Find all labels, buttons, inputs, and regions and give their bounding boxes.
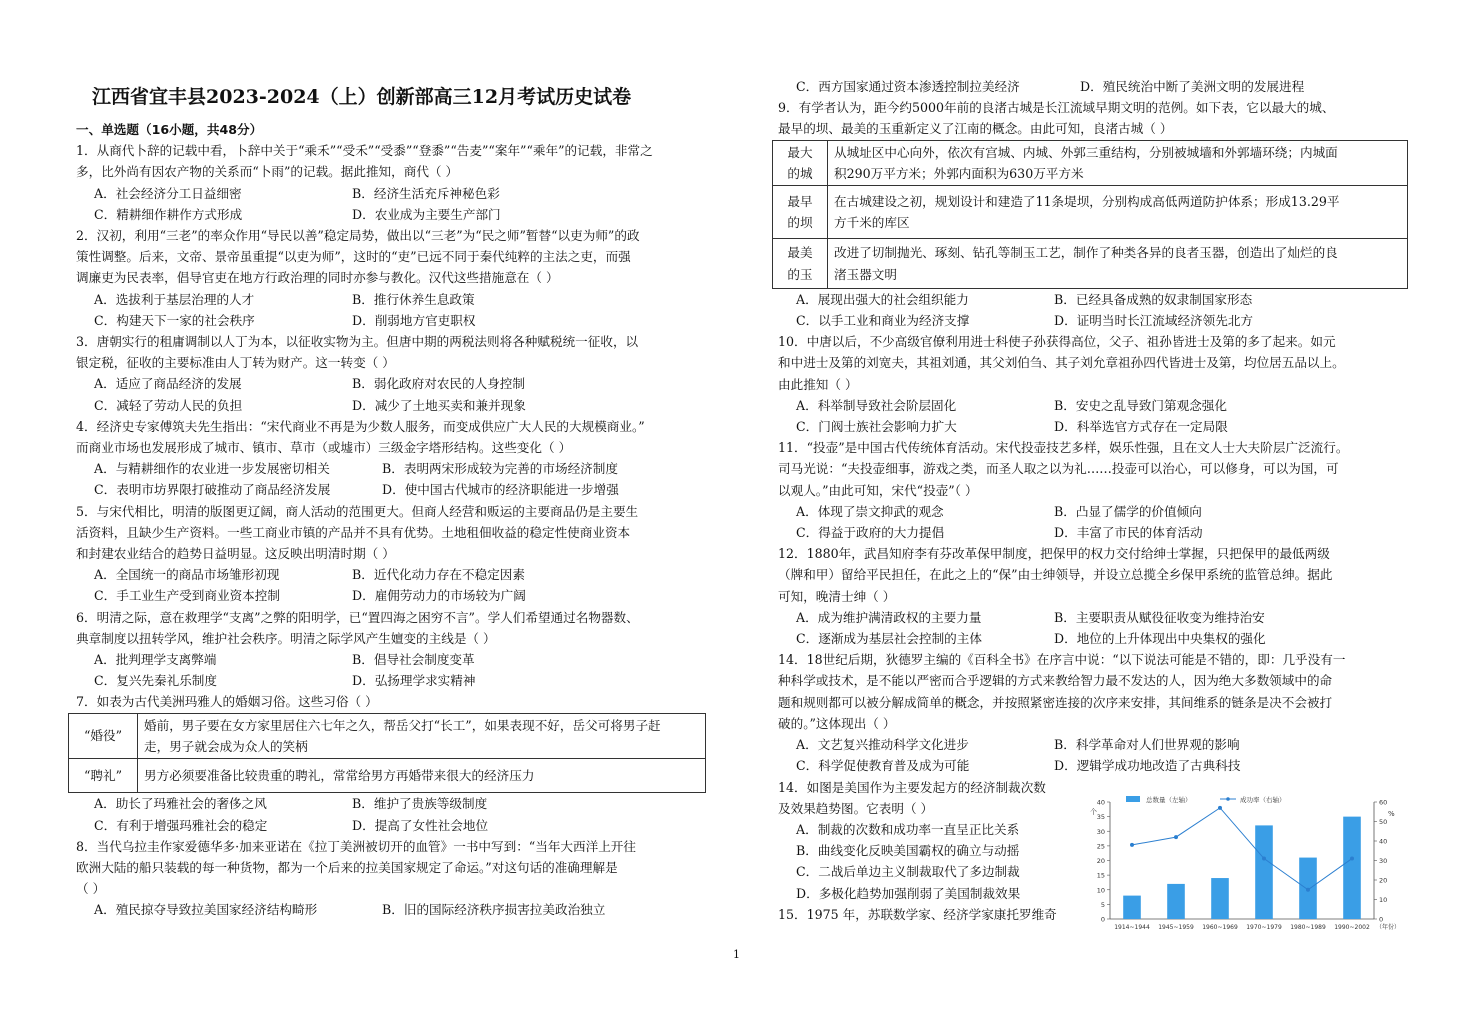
q6-option-c[interactable]: C．复兴先秦礼乐制度 [94,673,217,689]
q3-option-d[interactable]: D．减少了土地买卖和兼并现象 [352,397,526,413]
left-tick-label: 35 [1096,813,1105,822]
table-row [69,759,706,793]
q9-liangzhu-table [772,140,1408,289]
table-key [773,140,828,185]
q10-stem-line: 由此推知（ ） [778,376,858,392]
q11-stem-line: 司马光说：“夫投壶细事，游戏之类，而圣人取之以为礼……投壶可以治心，可以修身，可以为国，可 [778,461,1339,477]
table-key: “婚役” [69,713,138,758]
q14a-option-c[interactable]: C．科学促使教育普及成为可能 [796,758,970,774]
q4-option-b[interactable]: B．表明两宋形成较为完善的市场经济制度 [382,461,618,477]
q14a-stem-line: 种科学或技术，是不能以严密而合乎逻辑的方式来教给智力最不发达的人，因为绝大多数领域中的命 [778,673,1333,689]
q11-option-a[interactable]: A．体现了崇文抑武的观念 [796,503,944,519]
table-row [773,140,1408,185]
q9-option-b[interactable]: B．已经具备成熟的奴隶制国家形态 [1054,291,1253,307]
q7-customs-table [68,713,706,794]
q4-stem-line: 而商业市场也发展形成了城市、镇市、草市（或墟市）三级金字塔形结构。这些变化（ ） [76,440,572,456]
x-tick-label: 1980~1989 [1290,924,1326,931]
q14a-option-b[interactable]: B．科学革命对人们世界观的影响 [1054,737,1240,753]
q12-option-c[interactable]: C．逐渐成为基层社会控制的主体 [796,631,982,647]
q11-option-d[interactable]: D．丰富了市民的体育活动 [1054,525,1203,541]
table-value [828,140,1408,185]
q6-option-d[interactable]: D．弘扬理学求实精神 [352,673,476,689]
q7-option-c[interactable]: C．有利于增强玛雅社会的稳定 [94,817,268,833]
x-axis-label: （年份） [1376,924,1401,931]
success-rate-point-1945~1959 [1174,835,1178,839]
success-rate-point-1960~1969 [1218,806,1222,810]
q2-stem-line: 策性调整。后来，文帝、景帝虽重提“以吏为师”，这时的“吏”已远不同于秦代纯粹的主法之吏，而强 [76,249,631,265]
left-tick-label: 15 [1096,871,1105,880]
q3-stem-line: 银定税，征收的主要标准由人丁转为财产。这一转变（ ） [76,355,395,371]
q1-stem-line: 多，比外尚有因农产物的关系而“卜雨”的记载。据此推知，商代（ ） [76,164,459,180]
q8-stem-line: （ ） [76,881,106,897]
q6-option-a[interactable]: A．批判理学支离弊端 [94,652,217,668]
q12-stem-line: （牌和甲）留给平民担任，在此之上的“保”由士绅领导，并设立总揽全乡保甲系统的监管总绅。据此 [778,567,1333,583]
q1-option-b[interactable]: B．经济生活充斥神秘色彩 [352,185,500,201]
q10-option-a[interactable]: A．科举制导致社会阶层固化 [796,397,957,413]
q5-stem-line: 活资料，且缺少生产资料。一些工商业市镇的产品并不具有优势。土地租佃收益的稳定性使商业资本 [76,524,631,540]
question-5 [76,501,706,607]
q7-option-b[interactable]: B．维护了贵族等级制度 [352,796,488,812]
q14a-option-d[interactable]: D．逻辑学成功地改造了古典科技 [1054,758,1241,774]
q7-option-d[interactable]: D．提高了女性社会地位 [352,817,489,833]
q12-option-a[interactable]: A．成为维护满清政权的主要力量 [796,609,982,625]
q10-stem-line: 和中进士及第的刘宽夫，其祖刘通，其父刘伯刍、其子刘允章祖孙四代皆进士及第，均位居五品以上。 [778,355,1345,371]
table-key-line: 最大 [787,144,813,160]
question-8 [76,836,706,921]
q14b-option-b[interactable]: B．曲线变化反映美国霸权的确立与动摇 [796,843,1020,859]
table-value-line: 走，男子就会成为众人的笑柄 [144,738,308,754]
q10-stem-line: 10．中唐以后，不少高级官僚利用进士科使子孙获得高位，父子、祖孙皆进士及第的多了起来。如元 [778,334,1336,350]
page-title: 江西省宜丰县2023-2024（上）创新部高三12月考试历史试卷 [92,86,632,108]
left-tick-label: 10 [1096,886,1105,895]
q8-option-b[interactable]: B．旧的国际经济秩序损害拉美政治独立 [382,902,606,918]
left-tick-label: 0 [1100,915,1105,924]
q14a-stem-line: 14．18世纪后期，狄德罗主编的《百科全书》在序言中说：“以下说法可能是不错的，即：几乎没有一 [778,652,1346,668]
q14a-stem-line: 题和规则都可以被分解成简单的概念，并按照紧密连接的次序来安排，其间维系的链条是决不会被打 [778,694,1333,710]
q5-stem-line: 5．与宋代相比，明清的版图更辽阔，商人活动的范围更大。但商人经营和贩运的主要商品仍是主要生 [76,503,639,519]
bar-total-1960~1969 [1211,878,1229,919]
q5-stem-line: 和封建农业结合的趋势日益明显。这反映出明清时期（ ） [76,546,395,562]
table-value-line: 积290万平方米；外郭内面积为630万平方米 [834,165,1084,181]
x-tick-label: 1914~1944 [1114,924,1150,931]
table-value-line: 在古城建设之初，规划设计和建造了11条堤坝，分别构成高低两道防护体系；形成13.29平 [834,194,1340,210]
bar-total-1945~1959 [1167,884,1185,919]
q12-option-d[interactable]: D．地位的上升体现出中央集权的强化 [1054,631,1266,647]
x-tick-label: 1990~2002 [1334,924,1370,931]
x-tick-label: 1945~1959 [1158,924,1194,931]
q11-option-b[interactable]: B．凸显了儒学的价值倾向 [1054,503,1202,519]
table-value-line: 渚玉器文明 [834,266,897,282]
question-1 [76,140,706,225]
question-6 [76,607,706,692]
right-tick-label: 10 [1379,896,1388,904]
bar-total-1990~2002 [1343,817,1361,919]
q6-stem-line: 典章制度以扭转学风，维护社会秩序。明清之际学风产生嬗变的主线是（ ） [76,630,496,646]
q8-option-c[interactable]: C．西方国家通过资本渗透控制拉美经济 [796,79,1020,94]
q7-stem-line: 7．如表为古代美洲玛雅人的婚姻习俗。这些习俗（ ） [76,694,378,710]
q4-stem-line: 4．经济史专家傅筑夫先生指出：“宋代商业不再是为少数人服务，而变成供应广大人民的大规模商业。” [76,418,645,434]
right-tick-label: 50 [1379,818,1388,826]
table-value-line: 从城址区中心向外，依次有宫城、内城、外郭三重结构，分别被城墙和外郭墙环绕；内城面 [834,144,1338,160]
question-14a [778,649,1410,776]
q8-option-a[interactable]: A．殖民掠夺导致拉美国家经济结构畸形 [94,902,318,918]
q10-option-d[interactable]: D．科举选官方式存在一定局限 [1054,419,1228,435]
left-tick-label: 30 [1096,827,1105,836]
q8-continued [778,76,1410,97]
q2-stem-line: 2．汉初，利用“三老”的率众作用“导民以善”稳定局势，做出以“三老”为“民之师”暂替“以吏为师”的政 [76,228,640,244]
q14a-option-a[interactable]: A．文艺复兴推动科学文化进步 [796,737,969,753]
q6-stem-line: 6．明清之际，意在救理学“支离”之弊的阳明学，已“置四海之困穷不言”。学人们希望通过名物器数、 [76,609,639,625]
table-key-line: 的玉 [787,266,813,282]
right-tick-label: 40 [1379,837,1388,846]
q8-stem-line: 欧洲大陆的船只装载的每一种货物，都为一个后来的拉美国家规定了命运。”对这句话的准确理解是 [76,859,618,875]
q5-option-b[interactable]: B．近代化动力存在不稳定因素 [352,567,525,583]
table-row [773,186,1408,239]
q5-option-d[interactable]: D．雇佣劳动力的市场较为广阔 [352,588,526,604]
left-tick-label: 5 [1100,900,1105,909]
left-column [76,119,706,921]
table-key-line: 最美 [787,245,813,261]
section-heading: 一、单选题（16小题，共48分） [76,122,263,137]
success-rate-point-1980~1989 [1306,888,1310,892]
q4-option-c[interactable]: C．表明市坊界限打破推动了商品经济发展 [94,482,331,498]
sanctions-chart [1080,794,1414,936]
table-value [828,239,1408,288]
q14b-option-a[interactable]: A．制裁的次数和成功率一直呈正比关系 [796,821,1020,837]
q6-option-b[interactable]: B．倡导社会制度变革 [352,652,475,668]
question-7 [76,691,706,835]
q4-option-a[interactable]: A．与精耕细作的农业进一步发展密切相关 [94,461,330,477]
q9-option-a[interactable]: A．展现出强大的社会组织能力 [796,291,969,307]
left-axis-unit: 个 [1090,808,1097,816]
q3-option-c[interactable]: C．减轻了劳动人民的负担 [94,397,243,413]
q2-option-d[interactable]: D．削弱地方官吏职权 [352,312,476,328]
table-row [69,713,706,758]
q5-option-c[interactable]: C．手工业生产受到商业资本控制 [94,588,280,604]
question-10 [778,331,1410,437]
question-9 [778,97,1410,331]
table-value [828,186,1408,239]
q12-stem-line: 可知，晚清士绅（ ） [778,588,896,604]
success-rate-point-1914~1944 [1130,843,1134,847]
success-rate-point-1970~1979 [1262,857,1266,861]
table-value-line: 方千米的库区 [834,215,910,231]
q14b-option-d[interactable]: D．多极化趋势加强削弱了美国制裁效果 [796,885,1021,901]
question-11 [778,437,1410,543]
bar-total-1970~1979 [1255,825,1273,919]
q5-option-a[interactable]: A．全国统一的商品市场雏形初现 [94,567,280,583]
q12-stem-line: 12．1880年，武昌知府李有芬改革保甲制度，把保甲的权力交付给绅士掌握，只把保甲的最低两级 [778,546,1330,562]
question-4 [76,416,706,501]
table-row [773,239,1408,288]
question-12 [778,543,1410,649]
q14b-stem-line: 14．如图是美国作为主要发起方的经济制裁次数 [778,779,1046,795]
q11-stem-line: 11．“投壶”是中国古代传统体育活动。宋代投壶技艺多样，娱乐性强，且在文人士大夫阶层广泛流行。 [778,440,1349,456]
q2-option-a[interactable]: A．选拔利于基层治理的人才 [94,291,255,307]
right-tick-label: 20 [1379,876,1388,885]
q12-option-b[interactable]: B．主要职责从赋役征收变为维持治安 [1054,609,1265,625]
q8-option-d[interactable]: D．殖民统治中断了美洲文明的发展进程 [1080,79,1305,94]
table-value: 男方必须要准备比较贵重的聘礼，常常给男方再婚带来很大的经济压力 [138,759,706,793]
table-value-line: 改进了切制抛光、琢刻、钻孔等制玉工艺，制作了种类各异的良者玉器，创造出了灿烂的良 [834,245,1338,261]
success-rate-point-1990~2002 [1350,857,1354,861]
q9-stem-line: 最早的坝、最美的玉重新定义了江南的概念。由此可知，良渚古城（ ） [778,121,1173,137]
table-key [773,186,828,239]
q2-stem-line: 调廉吏为民表率，倡导官吏在地方行政治理的同时亦参与教化。汉代这些措施意在（ ） [76,270,559,286]
x-tick-label: 1970~1979 [1246,924,1282,931]
table-key [773,239,828,288]
right-axis-unit: % [1388,810,1395,818]
q11-stem-line: 以观人。”由此可知，宋代“投壶”（ ） [778,482,978,498]
table-value-line: 婚前，男子要在女方家里居住六七年之久，帮岳父打“长工”，如果表现不好，岳父可将男子赶 [144,717,661,733]
q1-stem-line: 1．从商代卜辞的记载中看，卜辞中关于“乘禾”“受禾”“受黍”“登黍”“告麦”“案年”“乘年”的记载，非常之 [76,143,653,159]
q2-option-b[interactable]: B．推行休养生息政策 [352,291,475,307]
left-tick-label: 40 [1096,798,1105,807]
q10-option-b[interactable]: B．安史之乱导致门第观念强化 [1054,397,1227,413]
question-3 [76,331,706,416]
bar-total-1914~1944 [1123,896,1141,919]
table-key-line: 的坝 [787,215,813,231]
q14b-stem-line: 及效果趋势图。它表明（ ） [778,800,934,816]
right-tick-label: 0 [1379,915,1384,924]
q1-option-c[interactable]: C．精耕细作耕作方式形成 [94,206,243,222]
question-15: 15．1975 年，苏联数学家、经济学家康托罗维奇 [778,906,1057,922]
legend-bar-swatch [1126,796,1140,802]
success-rate-line [1132,808,1352,890]
q4-option-d[interactable]: D．使中国古代城市的经济职能进一步增强 [382,482,619,498]
x-tick-label: 1960~1969 [1202,924,1238,931]
question-2 [76,225,706,331]
left-tick-label: 20 [1096,857,1105,865]
question-14b [778,777,1076,925]
table-key: “聘礼” [69,759,138,793]
table-key-line: 的城 [787,165,813,181]
legend-bar-label: 总数量（左轴） [1146,796,1192,804]
q3-option-b[interactable]: B．弱化政府对农民的人身控制 [352,376,525,392]
legend-line-label: 成功率（右轴） [1240,796,1286,804]
left-tick-label: 25 [1096,842,1105,851]
q2-option-c[interactable]: C．构建天下一家的社会秩序 [94,312,255,328]
q14b-option-c[interactable]: C．二战后单边主义制裁取代了多边制裁 [796,864,1020,880]
right-tick-label: 30 [1379,857,1388,865]
page-number: 1 [733,948,740,961]
right-tick-label: 60 [1379,798,1388,807]
q9-stem-line: 9．有学者认为，距今约5000年前的良渚古城是长江流域早期文明的范例。如下表，它以最大的城、 [778,100,1335,116]
q9-option-c[interactable]: C．以手工业和商业为经济支撑 [796,313,970,329]
table-value [138,713,706,758]
q14a-stem-line: 破的。”这体现出（ ） [778,715,896,731]
q3-option-a[interactable]: A．适应了商品经济的发展 [94,376,242,392]
q3-stem-line: 3．唐朝实行的租庸调制以人丁为本，以征收实物为主。但唐中期的两税法则将各种赋税统一征收，以 [76,334,639,350]
q8-stem-line: 8．当代乌拉圭作家爱德华多·加来亚诺在《拉丁美洲被切开的血管》一书中写到：“当年大西洋上开往 [76,838,636,854]
q11-option-c[interactable]: C．得益于政府的大力提倡 [796,525,945,541]
q10-option-c[interactable]: C．门阀士族社会影响力扩大 [796,419,957,435]
q9-option-d[interactable]: D．证明当时长江流域经济领先北方 [1054,313,1254,329]
table-key-line: 最早 [787,194,813,210]
q7-option-a[interactable]: A．助长了玛雅社会的奢侈之风 [94,796,267,812]
legend-line-marker [1226,797,1230,801]
q1-option-d[interactable]: D．农业成为主要生产部门 [352,206,501,222]
q1-option-a[interactable]: A．社会经济分工日益细密 [94,185,242,201]
